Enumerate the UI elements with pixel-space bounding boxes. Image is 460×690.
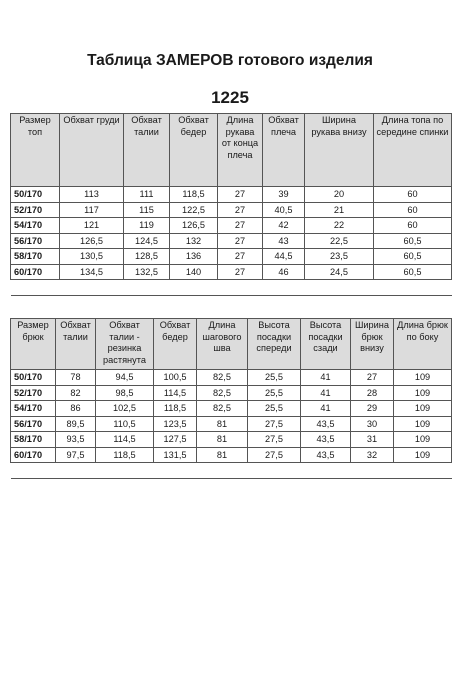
table-cell: 94,5	[96, 370, 154, 386]
table-cell: 111	[124, 187, 170, 203]
header-cell: Обхват бедер	[170, 114, 218, 187]
header-cell: Длина рукава от конца плеча	[218, 114, 263, 187]
header-cell: Размер брюк	[11, 319, 56, 370]
table-cell: 123,5	[154, 416, 197, 432]
table-cell: 25,5	[248, 385, 301, 401]
size-cell: 60/170	[11, 447, 56, 463]
size-cell: 58/170	[11, 432, 56, 448]
table-cell: 89,5	[56, 416, 96, 432]
table-cell: 118,5	[96, 447, 154, 463]
size-cell: 50/170	[11, 370, 56, 386]
table-cell: 109	[394, 432, 452, 448]
table-cell: 43,5	[301, 416, 351, 432]
table-cell: 136	[170, 249, 218, 265]
table-cell: 43,5	[301, 447, 351, 463]
table-cell: 41	[301, 385, 351, 401]
table-header-row	[11, 114, 452, 187]
table-cell: 27	[218, 218, 263, 234]
pants-measurements-table	[10, 318, 452, 479]
table-cell: 24,5	[305, 264, 374, 280]
table-cell: 41	[301, 370, 351, 386]
table-cell: 23,5	[305, 249, 374, 265]
table-cell: 126,5	[170, 218, 218, 234]
table-cell: 140	[170, 264, 218, 280]
table-cell: 43	[263, 233, 305, 249]
model-number: 1225	[211, 88, 249, 107]
table-row	[11, 416, 452, 432]
table-cell: 21	[305, 202, 374, 218]
table-cell: 109	[394, 447, 452, 463]
table-cell: 98,5	[96, 385, 154, 401]
header-cell: Обхват груди	[60, 114, 124, 187]
top-measurements-table	[10, 113, 452, 296]
table-row	[11, 202, 452, 218]
table-cell: 27	[351, 370, 394, 386]
table-cell: 100,5	[154, 370, 197, 386]
table-cell: 82	[56, 385, 96, 401]
table-cell: 114,5	[154, 385, 197, 401]
table-row	[11, 264, 452, 280]
table-cell: 93,5	[56, 432, 96, 448]
header-cell: Ширина рукава внизу	[305, 114, 374, 187]
header-cell: Длина шагового шва	[197, 319, 248, 370]
table-cell: 131,5	[154, 447, 197, 463]
table-row	[11, 385, 452, 401]
table-row	[11, 218, 452, 234]
table-cell: 118,5	[170, 187, 218, 203]
header-cell: Обхват талии	[124, 114, 170, 187]
table-cell: 78	[56, 370, 96, 386]
table-cell: 41	[301, 401, 351, 417]
header-cell: Ширина брюк внизу	[351, 319, 394, 370]
header-cell: Обхват плеча	[263, 114, 305, 187]
table-cell: 82,5	[197, 385, 248, 401]
table-row	[11, 233, 452, 249]
table-cell: 25,5	[248, 401, 301, 417]
table-cell: 102,5	[96, 401, 154, 417]
table-cell: 82,5	[197, 401, 248, 417]
table-cell: 39	[263, 187, 305, 203]
table-cell: 27	[218, 264, 263, 280]
table-cell: 20	[305, 187, 374, 203]
header-cell: Обхват талии - резинка растянута	[96, 319, 154, 370]
header-cell: Высота посадки спереди	[248, 319, 301, 370]
table-cell: 132,5	[124, 264, 170, 280]
table-cell: 109	[394, 385, 452, 401]
table-cell: 82,5	[197, 370, 248, 386]
header-cell: Длина топа по середине спинки	[374, 114, 452, 187]
table-cell: 40,5	[263, 202, 305, 218]
table-cell: 115	[124, 202, 170, 218]
table-cell: 27	[218, 187, 263, 203]
table-cell: 27,5	[248, 416, 301, 432]
table-cell: 126,5	[60, 233, 124, 249]
table-row	[11, 432, 452, 448]
table-cell: 31	[351, 432, 394, 448]
size-cell: 56/170	[11, 233, 60, 249]
size-cell: 56/170	[11, 416, 56, 432]
table-cell: 121	[60, 218, 124, 234]
table-cell: 44,5	[263, 249, 305, 265]
size-cell: 60/170	[11, 264, 60, 280]
table-cell: 30	[351, 416, 394, 432]
table-cell: 109	[394, 416, 452, 432]
size-cell: 52/170	[11, 202, 60, 218]
table-cell: 117	[60, 202, 124, 218]
table-cell: 60,5	[374, 233, 452, 249]
table-cell: 28	[351, 385, 394, 401]
table-cell: 119	[124, 218, 170, 234]
table-cell: 60,5	[374, 249, 452, 265]
table-cell: 124,5	[124, 233, 170, 249]
table-cell: 109	[394, 370, 452, 386]
table-cell: 128,5	[124, 249, 170, 265]
table-cell: 43,5	[301, 432, 351, 448]
table-cell: 27,5	[248, 432, 301, 448]
table-cell: 132	[170, 233, 218, 249]
size-cell: 52/170	[11, 385, 56, 401]
table-row	[11, 401, 452, 417]
size-cell: 58/170	[11, 249, 60, 265]
size-cell: 54/170	[11, 401, 56, 417]
table-cell: 114,5	[96, 432, 154, 448]
table-cell: 122,5	[170, 202, 218, 218]
table-cell: 27,5	[248, 447, 301, 463]
table-header-row	[11, 319, 452, 370]
page-title: Таблица ЗАМЕРОВ готового изделия	[87, 52, 373, 69]
table-cell: 25,5	[248, 370, 301, 386]
table-cell: 81	[197, 432, 248, 448]
size-cell: 54/170	[11, 218, 60, 234]
table-cell: 46	[263, 264, 305, 280]
header-cell: Обхват бедер	[154, 319, 197, 370]
table-cell: 60	[374, 218, 452, 234]
table-row	[11, 187, 452, 203]
table-cell: 32	[351, 447, 394, 463]
table-cell: 22	[305, 218, 374, 234]
table-cell: 27	[218, 233, 263, 249]
table-cell: 27	[218, 249, 263, 265]
table-cell: 109	[394, 401, 452, 417]
table-cell: 127,5	[154, 432, 197, 448]
table-cell: 86	[56, 401, 96, 417]
table-cell: 110,5	[96, 416, 154, 432]
table-row	[11, 447, 452, 463]
table-cell: 134,5	[60, 264, 124, 280]
table-cell: 29	[351, 401, 394, 417]
table-cell: 81	[197, 447, 248, 463]
header-cell: Обхват талии	[56, 319, 96, 370]
table-spacer-row	[11, 280, 452, 296]
table-row	[11, 370, 452, 386]
table-cell: 130,5	[60, 249, 124, 265]
table-cell: 60	[374, 202, 452, 218]
size-cell: 50/170	[11, 187, 60, 203]
table-cell: 97,5	[56, 447, 96, 463]
table-cell: 113	[60, 187, 124, 203]
table-spacer-row	[11, 463, 452, 479]
table-cell: 60,5	[374, 264, 452, 280]
table-cell: 118,5	[154, 401, 197, 417]
table-cell: 42	[263, 218, 305, 234]
table-cell: 60	[374, 187, 452, 203]
header-cell: Длина брюк по боку	[394, 319, 452, 370]
header-cell: Высота посадки сзади	[301, 319, 351, 370]
table-cell: 22,5	[305, 233, 374, 249]
header-cell: Размер топ	[11, 114, 60, 187]
table-row	[11, 249, 452, 265]
table-cell: 27	[218, 202, 263, 218]
table-cell: 81	[197, 416, 248, 432]
